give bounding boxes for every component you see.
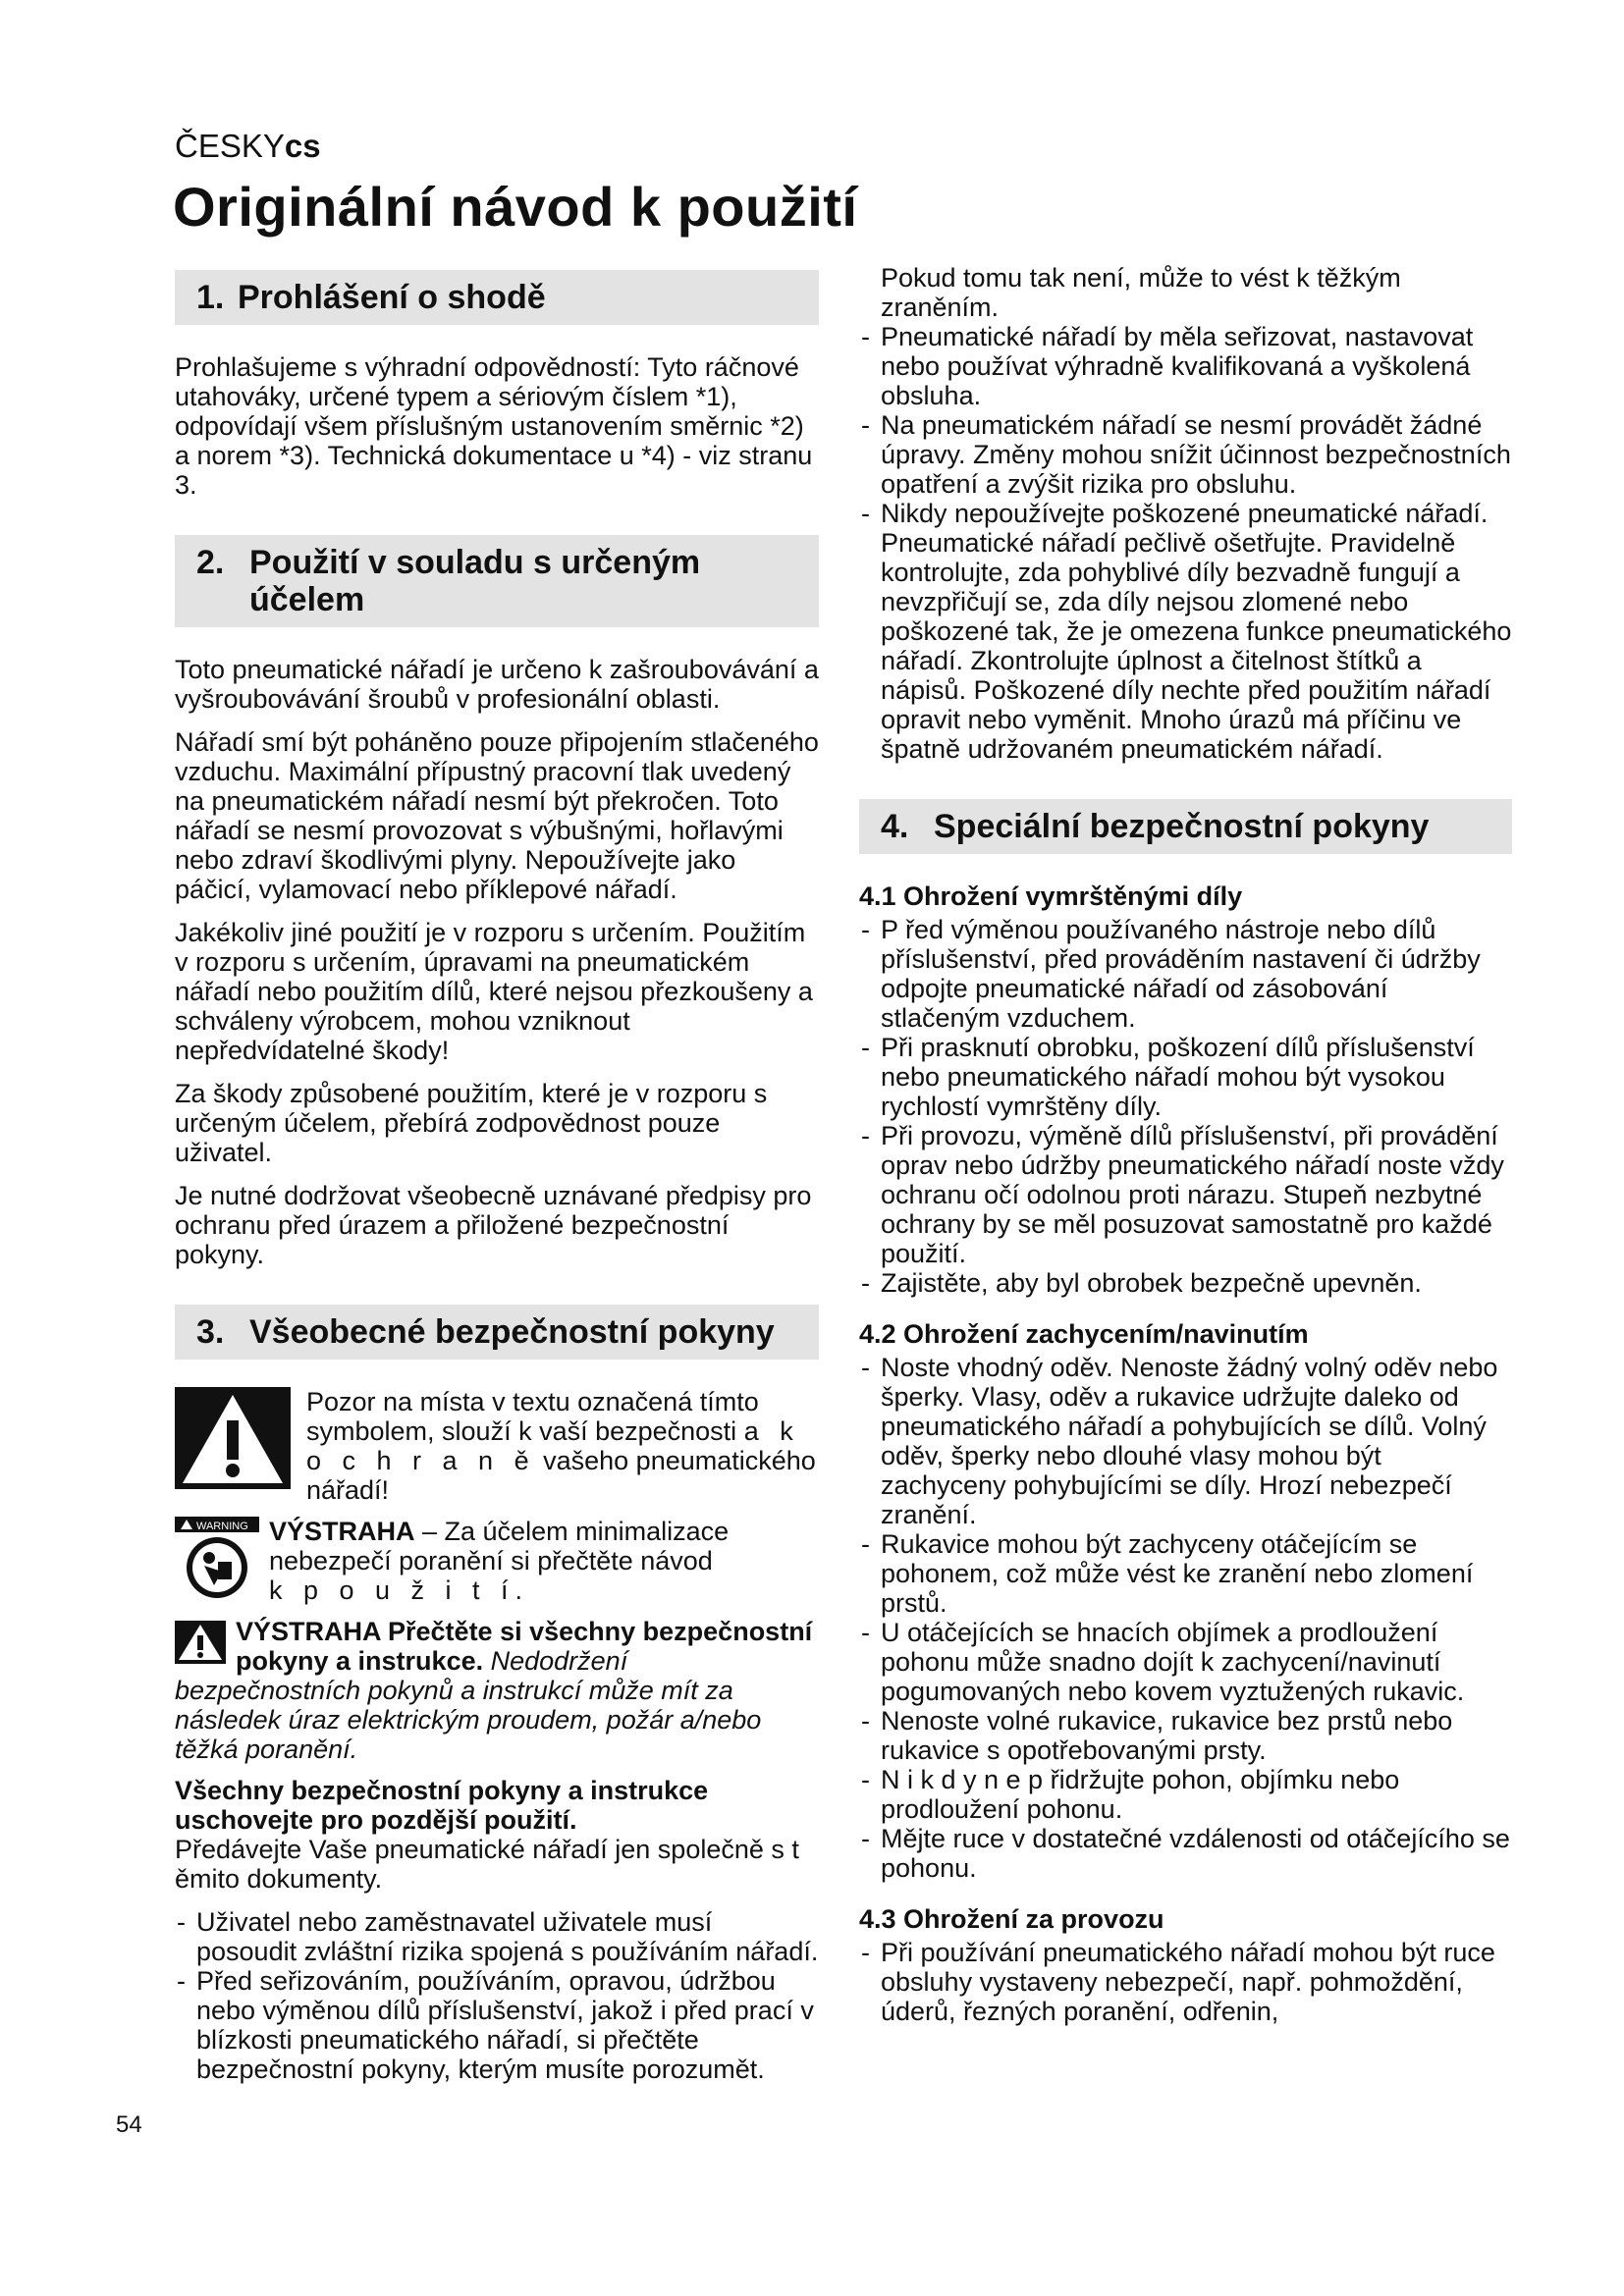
- page-title: Originální návod k použití: [173, 176, 858, 238]
- operation-hazards-list: [859, 1938, 1512, 2026]
- continued-text: Pokud tomu tak není, může to vést k těžkým zraněním.: [881, 263, 1401, 322]
- list-item: - Při používání pneumatického nářadí mohou být ruce obsluhy vystaveny nebezpečí, např. pohmoždění, úderů, řezných poranění, odřenin,: [859, 1938, 1512, 2026]
- symbol-notice-text: Pozor na místa v textu označená tímto symbolem, slouží k vaší bezpečnosti: [306, 1387, 759, 1446]
- section-number: 4.: [881, 808, 909, 845]
- keep-instructions-heading: Všechny bezpečnostní pokyny a instrukce uschovejte pro pozdější použití.: [175, 1776, 709, 1835]
- list-item: - P řed výměnou používaného nástroje nebo dílů příslušenství, před prováděním nastavení či údržby odpojte pneumatické nářadí od zásobování stlačeným vzduchem.: [859, 915, 1512, 1033]
- warning-consequence-text: Nedodržení bezpečnostních pokynů a instrukcí může mít za následek úraz elektrickým proudem, požár a/nebo těžká poranění.: [175, 1646, 762, 1764]
- section-title: Použití v souladu s určeným účelem: [249, 544, 701, 618]
- language-name: ČESKY: [175, 128, 285, 164]
- section-2-paragraph-5: Je nutné dodržovat všeobecně uznávané předpisy pro ochranu před úrazem a přiložené bezpečnostní pokyny.: [175, 1181, 812, 1269]
- keep-instructions-text: Předávejte Vaše pneumatické nářadí jen společně s t ěmito dokumenty.: [175, 1835, 799, 1894]
- symbol-notice-text-end: vašeho pneumatického nářadí!: [306, 1446, 816, 1505]
- page-number: 54: [116, 2111, 142, 2138]
- list-item: - U otáčejících se hnacích objímek a prodloužení pohonu může snadno dojít k zachycení/navinutí pogumovaných nebo kovem vyztužených rukavic.: [859, 1618, 1512, 1706]
- ejected-parts-list: [859, 915, 1512, 1298]
- warning-text-spaced: k p o u ž i t í.: [269, 1575, 530, 1605]
- section-4-heading: [859, 799, 1512, 854]
- section-number: 2.: [196, 544, 225, 581]
- list-item: - Noste vhodný oděv. Nenoste žádný volný oděv nebo šperky. Vlasy, oděv a rukavice udržujte daleko od pneumatického nářadí a pohybujících se dílů. Volný oděv, šperky nebo dlouhé vlasy mohou být zachyceny pohybujícími se díly. Hrozí nebezpečí zranění.: [859, 1353, 1512, 1529]
- general-safety-list: [175, 1907, 819, 2084]
- warning-label: VÝSTRAHA: [269, 1517, 415, 1546]
- warning-label-bold: VÝSTRAHA Přečtěte si všechny bezpečnostní pokyny a instrukce.: [236, 1617, 813, 1676]
- section-2-paragraph-2: Nářadí smí být poháněno pouze připojením stlačeného vzduchu. Maximální přípustný pracovní tlak uvedený na pneumatickém nářadí nesmí být překročen. Toto nářadí se nesmí provozovat s výbušnými, hořlavými nebo zdraví škodlivými plyny. Nepoužívejte jako páčicí, vylamovací nebo příklepové nářadí.: [175, 727, 819, 904]
- list-item: - Při provozu, výměně dílů příslušenství, při provádění oprav nebo údržby pneumatického nářadí noste vždy ochranu očí odolnou proti nárazu. Stupeň nezbytné ochrany by se měl posuzovat samostatně pro každé použití.: [859, 1121, 1512, 1268]
- language-code: cs: [284, 128, 321, 164]
- left-column: [175, 270, 819, 2084]
- symbol-notice-spaced: a k o c h r a n ě: [306, 1416, 800, 1475]
- section-number: 1.: [196, 279, 225, 316]
- subsection-4-2-title: 4.2 Ohrožení zachycením/navinutím: [859, 1319, 1309, 1349]
- read-manual-warning: [175, 1517, 819, 1607]
- read-manual-icon: [175, 1517, 259, 1607]
- section-2-heading: [175, 535, 819, 627]
- section-2-paragraph-3: Jakékoliv jiné použití je v rozporu s určením. Použitím v rozporu s určením, úpravami na pneumatickém nářadí nebo použitím dílů, které nejsou přezkoušeny a schváleny výrobcem, mohou vzniknout nepředvídatelné škody!: [175, 918, 813, 1065]
- warning-text: – Za účelem minimalizace nebezpečí poranění si přečtěte návod: [269, 1517, 730, 1575]
- subsection-4-3-title: 4.3 Ohrožení za provozu: [859, 1904, 1164, 1934]
- keep-instructions-note: [175, 1776, 819, 1894]
- list-item: - Nenoste volné rukavice, rukavice bez prstů nebo rukavice s opotřebovanými prsty.: [859, 1706, 1512, 1765]
- section-3-heading: [175, 1305, 819, 1360]
- list-item: - Rukavice mohou být zachyceny otáčejícím se pohonem, což může vést ke zranění nebo zlomení prstů.: [859, 1529, 1512, 1618]
- entanglement-list: [859, 1353, 1512, 1883]
- general-safety-list-continued: [859, 322, 1512, 764]
- list-item: - Nikdy nepoužívejte poškozené pneumatické nářadí. Pneumatické nářadí pečlivě ošetřujte. Pravidelně kontrolujte, zda pohyblivé díly bezvadně fungují a nevzpřičují se, zda díly nejsou zlomené nebo poškozené tak, že je omezena funkce pneumatického nářadí. Zkontrolujte úplnost a čitelnost štítků a nápisů. Poškozené díly nechte před použitím nářadí opravit nebo vyměnit. Mnoho úrazů má příčinu ve špatně udržovaném pneumatickém nářadí.: [859, 499, 1512, 764]
- safety-symbol-notice: [175, 1387, 819, 1505]
- list-item: - Mějte ruce v dostatečné vzdálenosti od otáčejícího se pohonu.: [859, 1824, 1512, 1883]
- section-title: Všeobecné bezpečnostní pokyny: [249, 1313, 775, 1351]
- warning-triangle-icon: [175, 1387, 291, 1495]
- subsection-4-1-title: 4.1 Ohrožení vymrštěnými díly: [859, 881, 1243, 911]
- warning-small-triangle-icon: [175, 1621, 226, 1670]
- list-item: - Uživatel nebo zaměstnavatel uživatele musí posoudit zvláštní rizika spojená s používáním nářadí.: [175, 1907, 819, 1966]
- section-2-paragraph-4: Za škody způsobené použitím, které je v rozporu s určeným účelem, přebírá zodpovědnost pouze uživatel.: [175, 1079, 768, 1167]
- list-item: - Na pneumatickém nářadí se nesmí provádět žádné úpravy. Změny mohou snížit účinnost bezpečnostních opatření a zvýšit rizika pro obsluhu.: [859, 410, 1512, 499]
- list-item: - Při prasknutí obrobku, poškození dílů příslušenství nebo pneumatického nářadí mohou být vysokou rychlostí vymrštěny díly.: [859, 1033, 1512, 1121]
- section-title: Speciální bezpečnostní pokyny: [934, 808, 1430, 845]
- section-number: 3.: [196, 1313, 225, 1351]
- section-2-paragraph-1: Toto pneumatické nářadí je určeno k zašroubovávání a vyšroubovávání šroubů v profesionální oblasti.: [175, 655, 819, 714]
- language-label: [175, 128, 321, 165]
- list-item: - Před seřizováním, používáním, opravou, údržbou nebo výměnou dílů příslušenství, jakož i před prací v blízkosti pneumatického nářadí, si přečtěte bezpečnostní pokyny, kterým musíte porozumět.: [175, 1966, 819, 2084]
- list-item: - Pneumatické nářadí by měla seřizovat, nastavovat nebo používat výhradně kvalifikovaná a vyškolená obsluha.: [859, 322, 1512, 410]
- section-1-heading: [175, 270, 819, 325]
- read-instructions-warning: [175, 1617, 819, 1764]
- section-1-body: Prohlašujeme s výhradní odpovědností: Tyto ráčnové utahováky, určené typem a sériovým číslem *1), odpovídají všem příslušným ustanovením směrnic *2) a norem *3). Technická dokumentace u *4) - viz stranu 3.: [175, 352, 813, 500]
- warning-badge-text: WARNING: [196, 1521, 248, 1532]
- list-item: - Zajistěte, aby byl obrobek bezpečně upevněn.: [859, 1268, 1512, 1298]
- section-title: Prohlášení o shodě: [238, 279, 546, 316]
- right-column: [859, 263, 1512, 2026]
- list-item: - N i k d y n e p řidržujte pohon, objímku nebo prodloužení pohonu.: [859, 1765, 1512, 1824]
